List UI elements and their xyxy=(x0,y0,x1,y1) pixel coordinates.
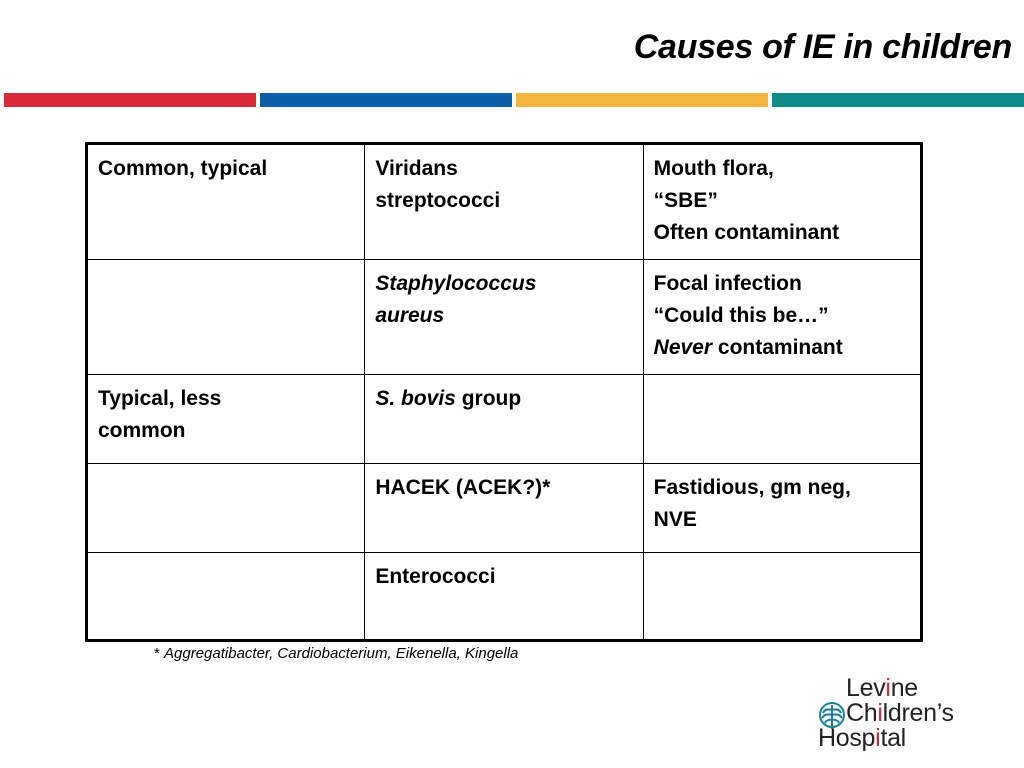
organism-cell xyxy=(365,260,643,375)
notes-text: contaminant xyxy=(717,336,843,359)
footnote xyxy=(154,645,518,662)
organism-text: Viridans xyxy=(375,157,458,180)
stripe-teal xyxy=(772,93,1024,107)
table-row xyxy=(87,144,922,260)
footnote-marker: * xyxy=(154,645,160,662)
category-cell xyxy=(87,260,365,375)
organism-text: aureus xyxy=(375,304,445,327)
table-row xyxy=(87,375,922,464)
organism-cell xyxy=(365,144,643,260)
notes-text: NVE xyxy=(653,508,697,531)
organism-text: Staphylococcus xyxy=(375,272,537,295)
organism-text: streptococci xyxy=(375,189,501,212)
category-text: Common, typical xyxy=(98,157,268,180)
notes-cell xyxy=(643,375,921,464)
hospital-logo xyxy=(816,672,974,754)
header-color-stripes xyxy=(0,93,1024,107)
slide-title: Causes of IE in children xyxy=(633,28,1012,66)
causes-table xyxy=(85,142,923,642)
stripe-yellow xyxy=(516,93,768,107)
footnote-text: Aggregatibacter, Cardiobacterium, Eikenella, Kingella xyxy=(164,645,519,662)
notes-cell xyxy=(643,464,921,553)
notes-text: Mouth flora, xyxy=(653,157,774,180)
organism-text: group xyxy=(461,387,522,410)
notes-text: “SBE” xyxy=(653,189,718,212)
organism-cell xyxy=(365,553,643,641)
notes-text: Focal infection xyxy=(653,272,802,295)
organism-text: HACEK (ACEK?)* xyxy=(375,476,551,499)
table-row xyxy=(87,260,922,375)
logo-line-1: Levine xyxy=(846,674,918,702)
stripe-blue xyxy=(260,93,512,107)
category-cell xyxy=(87,144,365,260)
organism-text: S. bovis xyxy=(375,387,456,410)
notes-cell xyxy=(643,260,921,375)
category-cell xyxy=(87,553,365,641)
notes-cell xyxy=(643,553,921,641)
logo-line-3: Hospital xyxy=(818,724,906,752)
table-row xyxy=(87,464,922,553)
notes-cell xyxy=(643,144,921,260)
stripe-red xyxy=(4,93,256,107)
notes-text: Often contaminant xyxy=(653,221,840,244)
table-row xyxy=(87,553,922,641)
notes-text-never: Never xyxy=(653,336,713,359)
category-text: Typical, less xyxy=(98,387,222,410)
category-cell xyxy=(87,375,365,464)
organism-cell xyxy=(365,375,643,464)
organism-text: Enterococci xyxy=(375,565,496,588)
notes-text: Fastidious, gm neg, xyxy=(653,476,851,499)
category-text: common xyxy=(98,419,186,442)
logo-line-2: Children’s xyxy=(846,699,954,727)
organism-cell xyxy=(365,464,643,553)
notes-text: “Could this be…” xyxy=(653,304,829,327)
category-cell xyxy=(87,464,365,553)
